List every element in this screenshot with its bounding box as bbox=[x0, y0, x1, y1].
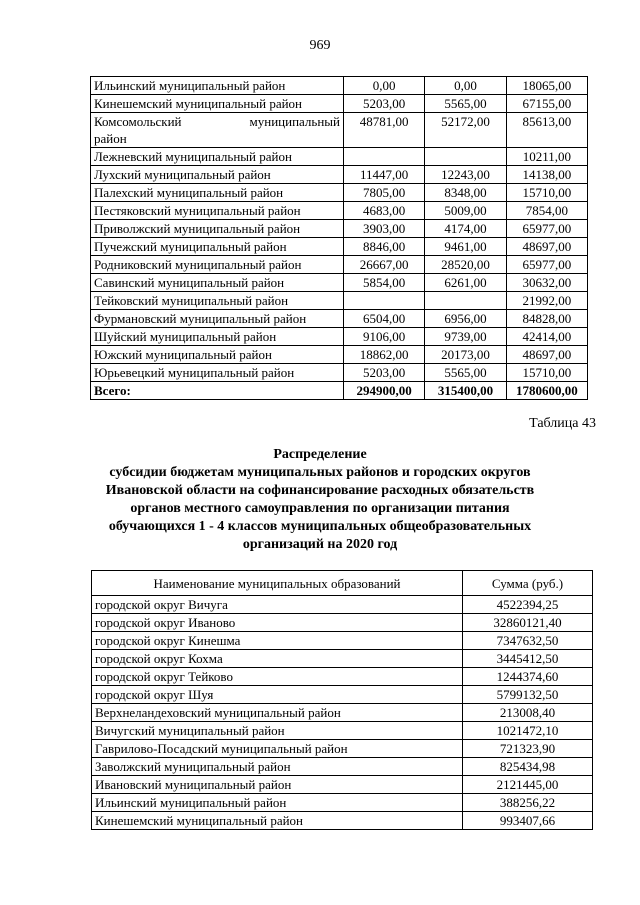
table-row bbox=[91, 238, 588, 256]
municipality-name: городской округ Кохма bbox=[92, 650, 463, 668]
total-label: Всего: bbox=[91, 382, 344, 400]
municipality-name-line1: Комсомольский муниципальный bbox=[94, 114, 340, 129]
sum-cell: 993407,66 bbox=[463, 812, 593, 830]
municipality-name: Палехский муниципальный район bbox=[91, 184, 344, 202]
municipality-name: Пучежский муниципальный район bbox=[91, 238, 344, 256]
municipality-name: Приволжский муниципальный район bbox=[91, 220, 344, 238]
value-cell: 9106,00 bbox=[344, 328, 425, 346]
municipality-name-line2: район bbox=[94, 131, 127, 146]
table2-body bbox=[92, 596, 593, 830]
value-cell: 11447,00 bbox=[344, 166, 425, 184]
table-row bbox=[92, 704, 593, 722]
table-row bbox=[92, 740, 593, 758]
municipality-name: городской округ Вичуга bbox=[92, 596, 463, 614]
municipality-name: Южский муниципальный район bbox=[91, 346, 344, 364]
subsidy-table-continued bbox=[90, 76, 588, 400]
table-heading bbox=[60, 446, 580, 554]
table-row bbox=[91, 95, 588, 113]
heading-line: Ивановской области на софинансирование расходных обязательств bbox=[105, 483, 535, 498]
heading-line: субсидии бюджетам муниципальных районов и городских округов bbox=[109, 465, 531, 480]
value-cell: 12243,00 bbox=[425, 166, 506, 184]
municipality-name: Ильинский муниципальный район bbox=[92, 794, 463, 812]
municipality-name: Кинешемский муниципальный район bbox=[91, 95, 344, 113]
table-row bbox=[91, 256, 588, 274]
value-cell: 5009,00 bbox=[425, 202, 506, 220]
sum-cell: 2121445,00 bbox=[463, 776, 593, 794]
value-cell bbox=[425, 292, 506, 310]
value-cell: 6504,00 bbox=[344, 310, 425, 328]
table-row bbox=[91, 220, 588, 238]
table-number-label: Таблица 43 bbox=[529, 416, 596, 431]
value-cell: 48781,00 bbox=[344, 113, 425, 148]
municipality-name: городской округ Шуя bbox=[92, 686, 463, 704]
municipality-name: Лухский муниципальный район bbox=[91, 166, 344, 184]
municipality-name: городской округ Кинешма bbox=[92, 632, 463, 650]
heading-line: обучающихся 1 - 4 классов муниципальных общеобразовательных bbox=[108, 519, 532, 534]
municipality-name: Кинешемский муниципальный район bbox=[92, 812, 463, 830]
column-header-name: Наименование муниципальных образований bbox=[92, 571, 463, 596]
value-cell bbox=[344, 148, 425, 166]
value-cell: 15710,00 bbox=[506, 184, 587, 202]
column-header-sum: Сумма (руб.) bbox=[463, 571, 593, 596]
municipality-name: Фурмановский муниципальный район bbox=[91, 310, 344, 328]
sum-cell: 4522394,25 bbox=[463, 596, 593, 614]
table-row bbox=[92, 794, 593, 812]
value-cell bbox=[344, 292, 425, 310]
value-cell: 8348,00 bbox=[425, 184, 506, 202]
value-cell: 65977,00 bbox=[506, 256, 587, 274]
table-row bbox=[91, 113, 588, 148]
table-row bbox=[91, 346, 588, 364]
value-cell: 4174,00 bbox=[425, 220, 506, 238]
value-cell: 28520,00 bbox=[425, 256, 506, 274]
heading-line: органов местного самоуправления по организации питания bbox=[130, 501, 510, 516]
sum-cell: 7347632,50 bbox=[463, 632, 593, 650]
value-cell: 0,00 bbox=[425, 77, 506, 95]
heading-line: Распределение bbox=[273, 447, 367, 462]
value-cell: 7854,00 bbox=[506, 202, 587, 220]
sum-cell: 1244374,60 bbox=[463, 668, 593, 686]
value-cell: 18862,00 bbox=[344, 346, 425, 364]
value-cell: 52172,00 bbox=[425, 113, 506, 148]
table-row bbox=[91, 77, 588, 95]
table1-body bbox=[91, 77, 588, 400]
value-cell: 21992,00 bbox=[506, 292, 587, 310]
municipality-name: Юрьевецкий муниципальный район bbox=[91, 364, 344, 382]
value-cell: 15710,00 bbox=[506, 364, 587, 382]
table2-header bbox=[92, 571, 593, 596]
value-cell: 9461,00 bbox=[425, 238, 506, 256]
value-cell: 5203,00 bbox=[344, 364, 425, 382]
value-cell: 0,00 bbox=[344, 77, 425, 95]
value-cell: 3903,00 bbox=[344, 220, 425, 238]
municipality-name: Верхнеландеховский муниципальный район bbox=[92, 704, 463, 722]
heading-line: организаций на 2020 год bbox=[242, 537, 398, 552]
value-cell: 48697,00 bbox=[506, 238, 587, 256]
sum-cell: 388256,22 bbox=[463, 794, 593, 812]
table-row bbox=[91, 148, 588, 166]
value-cell: 65977,00 bbox=[506, 220, 587, 238]
sum-cell: 721323,90 bbox=[463, 740, 593, 758]
value-cell: 6261,00 bbox=[425, 274, 506, 292]
sum-cell: 213008,40 bbox=[463, 704, 593, 722]
value-cell: 26667,00 bbox=[344, 256, 425, 274]
municipality-name: городской округ Тейково bbox=[92, 668, 463, 686]
table-row bbox=[91, 292, 588, 310]
value-cell: 30632,00 bbox=[506, 274, 587, 292]
value-cell: 5565,00 bbox=[425, 95, 506, 113]
table-row bbox=[92, 758, 593, 776]
value-cell: 9739,00 bbox=[425, 328, 506, 346]
table-row bbox=[91, 274, 588, 292]
municipality-name: Ивановский муниципальный район bbox=[92, 776, 463, 794]
total-row bbox=[91, 382, 588, 400]
table-row bbox=[92, 596, 593, 614]
table-row bbox=[91, 184, 588, 202]
value-cell: 7805,00 bbox=[344, 184, 425, 202]
table-row bbox=[92, 668, 593, 686]
total-value: 1780600,00 bbox=[506, 382, 587, 400]
municipality-name bbox=[91, 113, 344, 148]
page-number: 969 bbox=[309, 38, 331, 53]
value-cell: 20173,00 bbox=[425, 346, 506, 364]
table-row bbox=[92, 722, 593, 740]
value-cell: 42414,00 bbox=[506, 328, 587, 346]
value-cell: 5203,00 bbox=[344, 95, 425, 113]
municipality-name: Вичугский муниципальный район bbox=[92, 722, 463, 740]
sum-cell: 825434,98 bbox=[463, 758, 593, 776]
municipality-name: Заволжский муниципальный район bbox=[92, 758, 463, 776]
municipality-name: Тейковский муниципальный район bbox=[91, 292, 344, 310]
value-cell bbox=[425, 148, 506, 166]
header-row bbox=[92, 571, 593, 596]
table-row bbox=[91, 310, 588, 328]
table-row bbox=[92, 632, 593, 650]
value-cell: 18065,00 bbox=[506, 77, 587, 95]
value-cell: 8846,00 bbox=[344, 238, 425, 256]
table-row bbox=[92, 812, 593, 830]
value-cell: 84828,00 bbox=[506, 310, 587, 328]
municipality-name: Ильинский муниципальный район bbox=[91, 77, 344, 95]
table-row bbox=[92, 614, 593, 632]
municipality-name: Родниковский муниципальный район bbox=[91, 256, 344, 274]
table-row bbox=[92, 776, 593, 794]
value-cell: 85613,00 bbox=[506, 113, 587, 148]
municipality-name: Лежневский муниципальный район bbox=[91, 148, 344, 166]
subsidy-distribution-table bbox=[91, 570, 593, 830]
table-row bbox=[92, 686, 593, 704]
value-cell: 67155,00 bbox=[506, 95, 587, 113]
value-cell: 48697,00 bbox=[506, 346, 587, 364]
municipality-name: Пестяковский муниципальный район bbox=[91, 202, 344, 220]
table-row bbox=[91, 166, 588, 184]
sum-cell: 3445412,50 bbox=[463, 650, 593, 668]
municipality-name: Шуйский муниципальный район bbox=[91, 328, 344, 346]
table-row bbox=[91, 328, 588, 346]
municipality-name: Савинский муниципальный район bbox=[91, 274, 344, 292]
value-cell: 6956,00 bbox=[425, 310, 506, 328]
value-cell: 14138,00 bbox=[506, 166, 587, 184]
table-row bbox=[91, 202, 588, 220]
value-cell: 5854,00 bbox=[344, 274, 425, 292]
municipality-name: городской округ Иваново bbox=[92, 614, 463, 632]
sum-cell: 32860121,40 bbox=[463, 614, 593, 632]
value-cell: 10211,00 bbox=[506, 148, 587, 166]
sum-cell: 1021472,10 bbox=[463, 722, 593, 740]
table-row bbox=[92, 650, 593, 668]
value-cell: 4683,00 bbox=[344, 202, 425, 220]
total-value: 315400,00 bbox=[425, 382, 506, 400]
sum-cell: 5799132,50 bbox=[463, 686, 593, 704]
table-row bbox=[91, 364, 588, 382]
value-cell: 5565,00 bbox=[425, 364, 506, 382]
municipality-name: Гаврилово-Посадский муниципальный район bbox=[92, 740, 463, 758]
total-value: 294900,00 bbox=[344, 382, 425, 400]
